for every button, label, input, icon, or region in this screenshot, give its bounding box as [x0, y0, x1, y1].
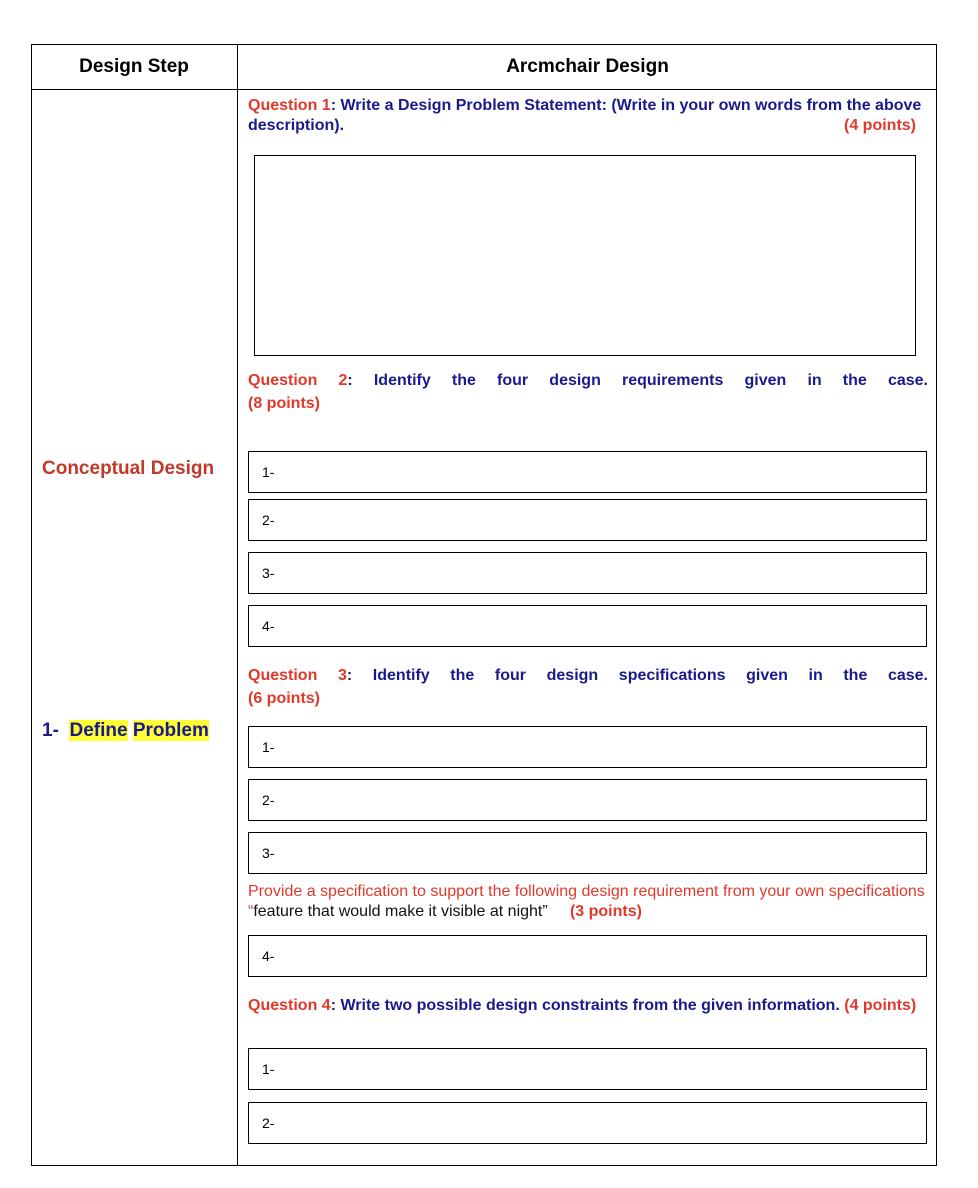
question-3-label: Question 3 [248, 667, 347, 684]
step-word-define: Define [69, 720, 128, 741]
problem-statement-textarea[interactable] [254, 155, 916, 356]
provide-specification-prompt [248, 882, 928, 922]
armchair-design-header: Arcmchair Design [506, 56, 669, 77]
question-2-points: (8 points) [248, 395, 320, 412]
constraint-field-1[interactable]: 1- [248, 1048, 927, 1090]
question-2-text: : Identify the four design requirements given in the case. [347, 372, 928, 389]
question-1-prompt [248, 96, 928, 136]
column-divider [237, 44, 238, 1166]
question-3-prompt [248, 666, 928, 686]
conceptual-design-label: Conceptual Design [42, 458, 215, 479]
provide-quote: feature that would make it visible at night” [253, 903, 548, 920]
specification-field-2[interactable]: 2- [248, 779, 927, 821]
step-number: 1- [42, 720, 59, 741]
define-problem-label [42, 720, 209, 742]
provide-text: Provide a specification to support the following design requirement from your own specifications “ [248, 883, 925, 920]
question-4-label: Question 4 [248, 997, 331, 1014]
design-step-header: Design Step [79, 56, 189, 77]
constraint-field-2[interactable]: 2- [248, 1102, 927, 1144]
header-divider [31, 89, 937, 90]
question-4-points: (4 points) [844, 997, 917, 1014]
specification-field-4[interactable]: 4- [248, 935, 927, 977]
question-1-text: : Write a Design Problem Statement: (Write in your own words from the above description). [248, 97, 922, 134]
question-2-points-line [248, 394, 928, 414]
question-2-prompt [248, 371, 928, 391]
question-1-label: Question 1 [248, 97, 331, 114]
question-4-text: : Write two possible design constraints from the given information. [330, 997, 840, 1014]
provide-points: (3 points) [569, 903, 642, 920]
question-3-text: : Identify the four design specifications given in the case. [346, 667, 929, 684]
question-4-prompt [248, 996, 928, 1016]
requirement-field-3[interactable]: 3- [248, 552, 927, 594]
requirement-field-4[interactable]: 4- [248, 605, 927, 647]
question-3-points: (6 points) [248, 690, 320, 707]
requirement-field-1[interactable]: 1- [248, 451, 927, 493]
question-1-points: (4 points) [844, 117, 916, 134]
step-word-problem: Problem [132, 720, 209, 741]
question-3-points-line [248, 689, 928, 709]
question-2-label: Question 2 [248, 372, 348, 389]
requirement-field-2[interactable]: 2- [248, 499, 927, 541]
specification-field-1[interactable]: 1- [248, 726, 927, 768]
specification-field-3[interactable]: 3- [248, 832, 927, 874]
